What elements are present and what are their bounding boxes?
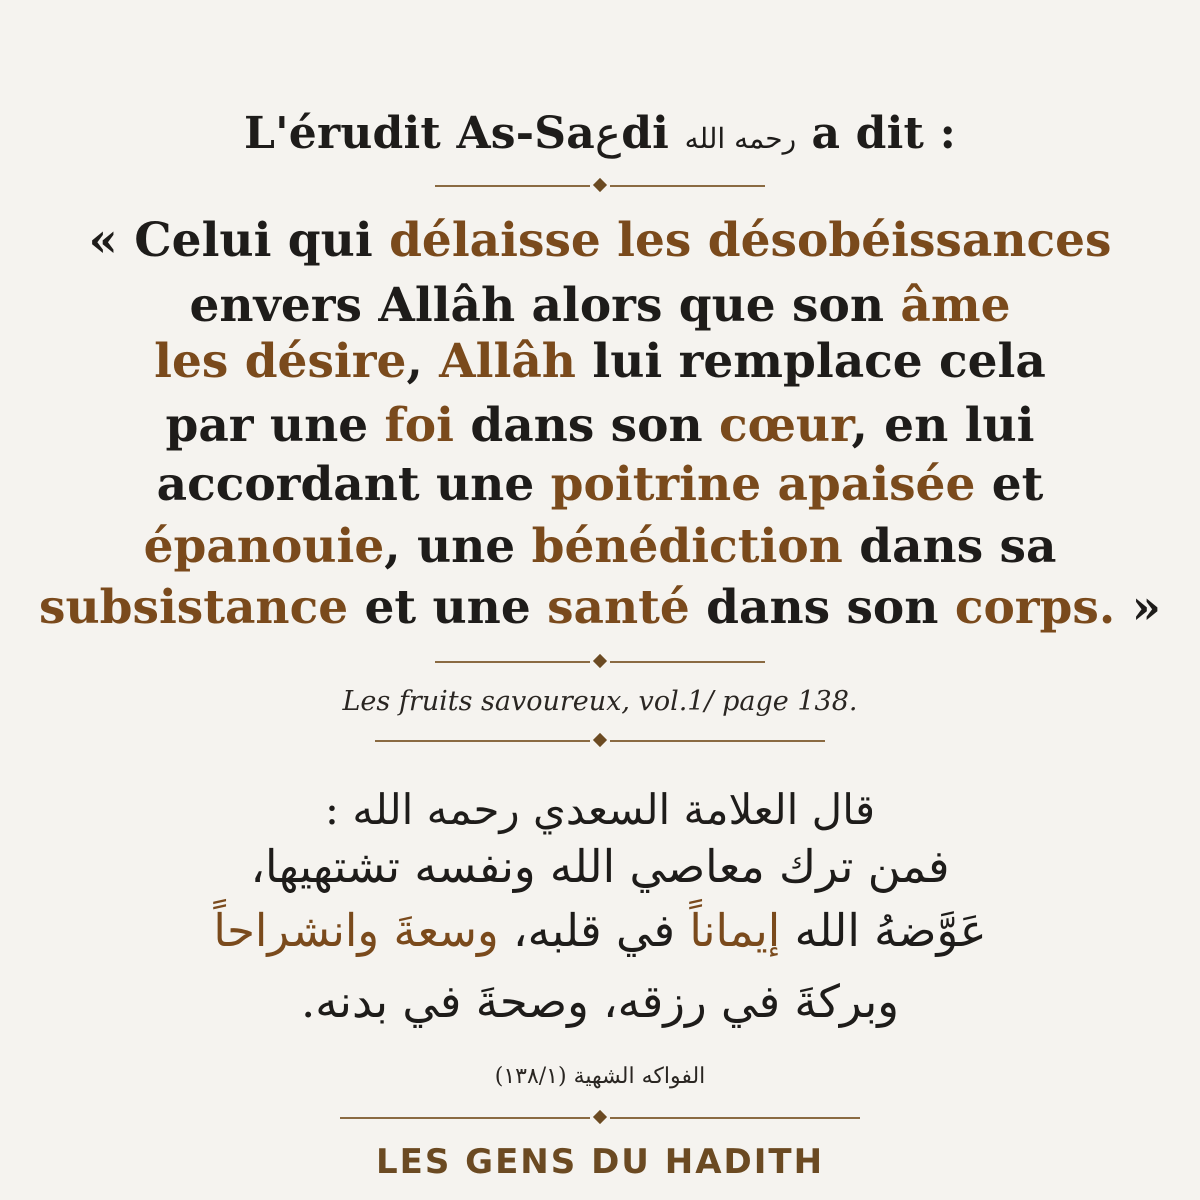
text-segment: dans son bbox=[689, 580, 955, 635]
arabic-heading: قال العلامة السعدي رحمه الله : bbox=[324, 785, 876, 834]
highlighted-phrase: corps. bbox=[954, 580, 1116, 635]
text-segment: , en lui bbox=[851, 398, 1035, 453]
highlighted-phrase: subsistance bbox=[39, 580, 349, 635]
text-segment: وبركةَ في رزقه، وصحةَ في بدنه. bbox=[300, 975, 900, 1028]
text-segment: par une bbox=[165, 398, 385, 453]
highlighted-phrase: bénédiction bbox=[531, 519, 843, 574]
text-segment: فمن ترك معاصي الله ونفسه تشتهيها، bbox=[250, 840, 950, 893]
highlighted-phrase: وسعةَ وانشراحاً bbox=[213, 904, 499, 957]
highlighted-phrase: les désire bbox=[154, 334, 407, 389]
heading-suffix: a dit : bbox=[796, 108, 957, 159]
text-segment: et une bbox=[348, 580, 548, 635]
heading-di: di bbox=[621, 108, 685, 159]
arabic-reference: الفواكه الشهية (١٣٨/١) bbox=[494, 1064, 706, 1089]
highlighted-phrase: délaisse les désobéissances bbox=[389, 213, 1112, 268]
quote-line bbox=[0, 519, 1200, 574]
text-segment: dans son bbox=[453, 398, 719, 453]
text-segment: , une bbox=[384, 519, 532, 574]
highlighted-phrase: cœur bbox=[719, 398, 852, 453]
text-segment: envers Allâh alors que son bbox=[189, 278, 901, 333]
quote-line bbox=[0, 213, 1200, 268]
highlighted-phrase: épanouie bbox=[143, 519, 385, 574]
divider-diamond bbox=[593, 733, 607, 747]
text-segment: عَوَّضهُ الله bbox=[780, 904, 987, 957]
quote-author-heading bbox=[0, 108, 1200, 159]
quote-line bbox=[0, 278, 1200, 333]
highlighted-phrase: âme bbox=[900, 278, 1011, 333]
divider-bottom bbox=[340, 1108, 860, 1128]
highlighted-phrase: foi bbox=[384, 398, 454, 453]
heading-honorific: رحمه الله bbox=[684, 122, 797, 155]
text-segment: et bbox=[975, 457, 1044, 512]
text-segment: » bbox=[1115, 580, 1161, 635]
quote-line bbox=[0, 580, 1200, 635]
text-segment: dans sa bbox=[842, 519, 1057, 574]
divider-diamond bbox=[593, 1110, 607, 1124]
ar-line-line bbox=[0, 975, 1200, 1028]
text-segment: lui remplace cela bbox=[575, 334, 1046, 389]
highlighted-phrase: santé bbox=[547, 580, 690, 635]
brand-name: LES GENS DU HADITH bbox=[375, 1142, 825, 1182]
text-segment: في قلبه، bbox=[498, 904, 690, 957]
highlighted-phrase: إيماناً bbox=[689, 904, 781, 957]
quote-line bbox=[0, 398, 1200, 453]
divider-diamond bbox=[593, 178, 607, 192]
text-segment: , bbox=[406, 334, 440, 389]
ar-line-line bbox=[0, 840, 1200, 893]
highlighted-phrase: poitrine apaisée bbox=[550, 457, 976, 512]
french-reference: Les fruits savoureux, vol.1/ page 138. bbox=[342, 686, 858, 717]
text-segment: accordant une bbox=[156, 457, 551, 512]
text-segment: « Celui qui bbox=[88, 213, 390, 268]
heading-ayn-letter: ع bbox=[594, 108, 622, 159]
divider-after-reference bbox=[375, 731, 825, 751]
heading-prefix: L'érudit As-Sa bbox=[243, 108, 595, 159]
divider-top bbox=[435, 176, 765, 196]
ar-line-line bbox=[0, 904, 1200, 957]
quote-line bbox=[0, 457, 1200, 512]
quote-line bbox=[0, 334, 1200, 389]
divider-diamond bbox=[593, 654, 607, 668]
highlighted-phrase: Allâh bbox=[439, 334, 576, 389]
divider-after-quote bbox=[435, 652, 765, 672]
